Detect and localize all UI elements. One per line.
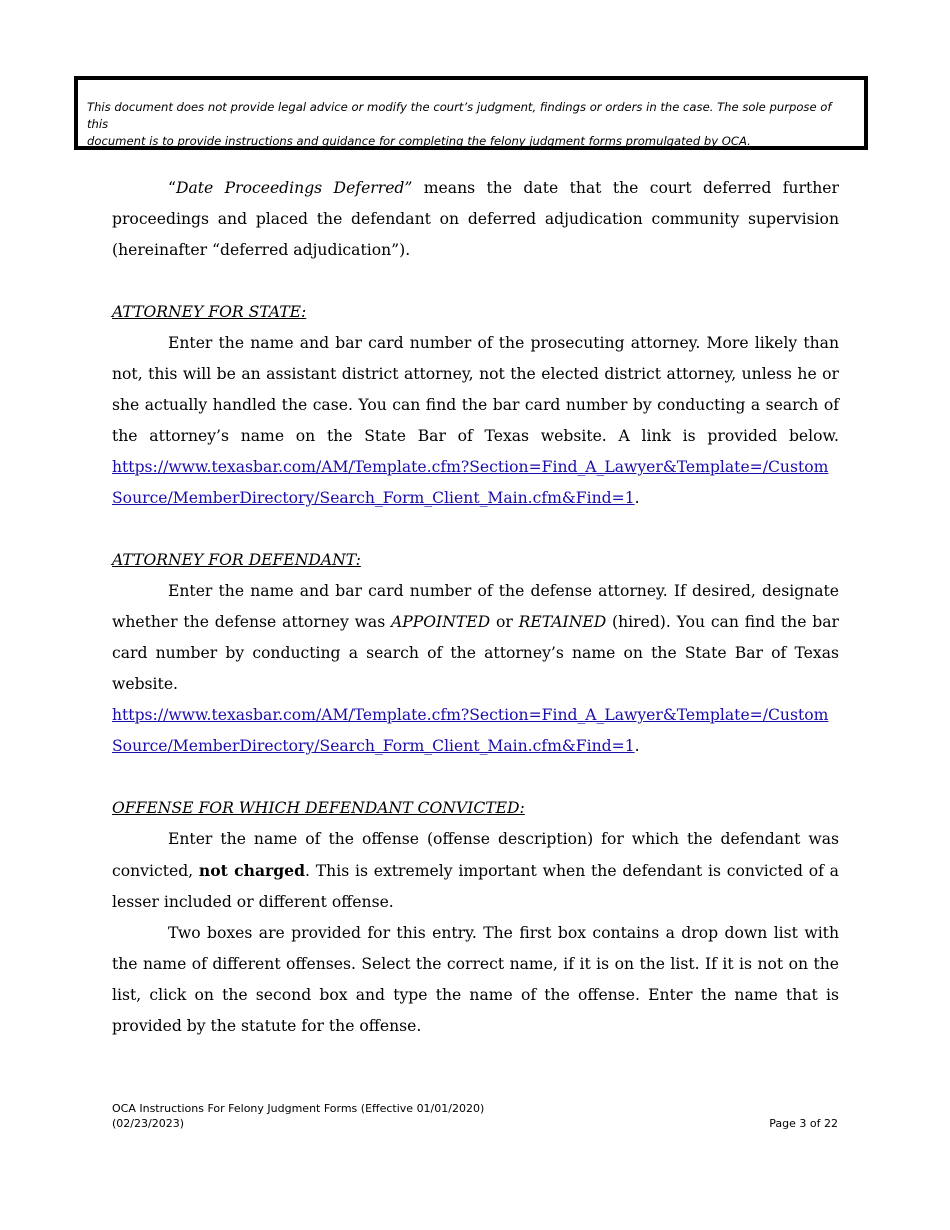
offense-paragraph-2: Two boxes are provided for this entry. The first box contains a drop down list with the name of different offenses. Select the correct name, if it is on the list. If it is not on the list, click on the second box and type the name of the offense. Enter the name that is provided by the statute for the offense.: [112, 924, 839, 1035]
texasbar-link-state-1[interactable]: https://www.texasbar.com/AM/Template.cfm?Section=Find_A_Lawyer&Template=/Custom: [112, 458, 829, 476]
document-body: [112, 173, 839, 1042]
offense-heading: OFFENSE FOR WHICH DEFENDANT CONVICTED:: [112, 799, 525, 817]
attorney-defendant-period: .: [634, 737, 640, 755]
attorney-defendant-paragraph: [112, 576, 839, 762]
offense-text-2: . This is extremely important when the defendant is convicted of a lesser included or different offense.: [112, 862, 839, 911]
attorney-defendant-text-1: Enter the name and bar card number of the defense attorney. If desired, designate whether the defense attorney was: [112, 582, 839, 631]
offense-paragraph-1: [112, 824, 839, 918]
texasbar-link-defendant-1[interactable]: https://www.texasbar.com/AM/Template.cfm?Section=Find_A_Lawyer&Template=/Custom: [112, 706, 829, 724]
disclaimer-line-1: This document does not provide legal advice or modify the court’s judgment, findings or orders in the case. The sole purpose of this: [87, 100, 832, 131]
not-charged-emphasis: not charged: [198, 861, 306, 880]
footer-title: OCA Instructions For Felony Judgment Forms (Effective 01/01/2020): [112, 1102, 485, 1115]
texasbar-link-state-2[interactable]: Source/MemberDirectory/Search_Form_Client_Main.cfm&Find=1: [112, 489, 635, 507]
footer-left: [112, 1101, 484, 1131]
retained-term: RETAINED: [518, 613, 607, 631]
attorney-state-period: .: [634, 489, 640, 507]
attorney-defendant-heading: ATTORNEY FOR DEFENDANT:: [112, 551, 361, 569]
page-number: Page 3 of 22: [769, 1117, 838, 1130]
offense-text-1: Enter the name of the offense (offense description) for which the defendant was convicted,: [112, 830, 839, 880]
or-word: or: [490, 613, 519, 631]
attorney-defendant-text-2: (hired). You can find the bar card number by conducting a search of the attorney’s name on the State Bar of Texas website.: [112, 613, 839, 693]
appointed-term: APPOINTED: [391, 613, 491, 631]
texasbar-link-defendant-2[interactable]: Source/MemberDirectory/Search_Form_Client_Main.cfm&Find=1: [112, 737, 635, 755]
attorney-state-text: Enter the name and bar card number of the prosecuting attorney. More likely than not, this will be an assistant district attorney, not the elected district attorney, unless he or she actually handled the case. You can find the bar card number by conducting a search of the attorney’s name on the State Bar of Texas website. A link is provided below.: [112, 334, 839, 445]
disclaimer-box: [74, 76, 868, 150]
attorney-state-heading: ATTORNEY FOR STATE:: [112, 303, 307, 321]
open-quote: “: [168, 179, 176, 197]
date-deferred-text: means the date that the court deferred further proceedings and placed the defendant on deferred adjudication community supervision (hereinafter “deferred adjudication”).: [112, 179, 839, 259]
attorney-state-paragraph: [112, 328, 839, 514]
date-deferred-paragraph: [112, 173, 839, 266]
disclaimer-line-2: document is to provide instructions and guidance for completing the felony judgment forms promulgated by OCA.: [87, 134, 751, 148]
footer-date: (02/23/2023): [112, 1117, 184, 1130]
date-deferred-term: Date Proceedings Deferred”: [175, 179, 413, 197]
